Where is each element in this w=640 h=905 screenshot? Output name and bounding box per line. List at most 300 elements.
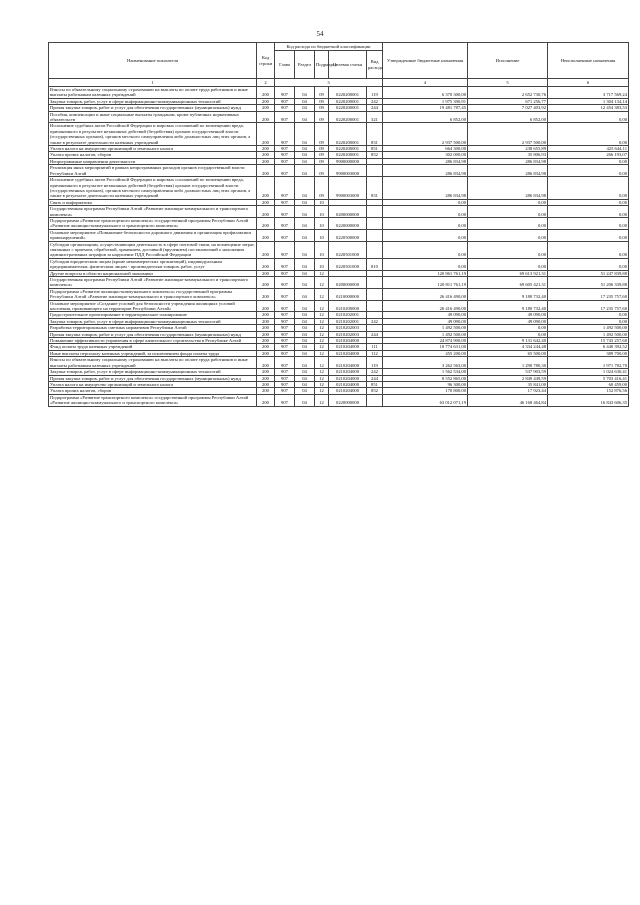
target-cell: 0210202003	[329, 325, 367, 331]
expense-type-cell: 112	[367, 350, 383, 356]
row-label: Уплата прочих налогов, сборов	[49, 388, 257, 394]
execution-amount: 65 500,00	[468, 350, 548, 356]
line-code-cell: 200	[257, 217, 275, 229]
row-label: Иные выплаты персоналу казенных учреждений, за исключением фонда оплаты труда	[49, 350, 257, 356]
target-cell: 0210204000	[329, 344, 367, 350]
header-name: Наименование показателя	[49, 43, 257, 79]
expense-type-cell	[367, 206, 383, 218]
approved-amount: 26 416 490,00	[383, 288, 468, 300]
unexecuted-amount: 425 644,11	[548, 146, 629, 152]
table-row	[49, 177, 629, 200]
execution-amount: 17 923,44	[468, 388, 548, 394]
subsection-cell: 12	[315, 288, 329, 300]
target-cell: 0210202001	[329, 318, 367, 324]
line-code-cell: 200	[257, 350, 275, 356]
row-label: Субсидии юридическим лицам (кроме некоммерческих организаций), индивидуальным предпринимателям, физическим лицам - производителям товаров, работ, услуг	[49, 258, 257, 270]
section-cell: 04	[295, 325, 315, 331]
expense-type-cell	[367, 165, 383, 177]
unexecuted-amount: 0,00	[548, 258, 629, 270]
grbs-cell: 907	[275, 111, 295, 123]
table-row	[49, 229, 629, 241]
row-label: Связь и информатика	[49, 199, 257, 205]
table-header	[49, 43, 629, 87]
subsection-cell: 12	[315, 312, 329, 318]
subsection-cell: 10	[315, 217, 329, 229]
subsection-cell: 10	[315, 258, 329, 270]
target-cell: 0200000000	[329, 206, 367, 218]
subsection-cell: 12	[315, 277, 329, 289]
grbs-cell: 907	[275, 381, 295, 387]
line-code-cell: 200	[257, 288, 275, 300]
line-code-cell: 200	[257, 241, 275, 258]
subsection-cell: 12	[315, 369, 329, 375]
unexecuted-amount: 3 717 569,24	[548, 87, 629, 99]
expense-type-cell: 851	[367, 146, 383, 152]
execution-amount: 69 613 921,31	[468, 270, 548, 276]
target-cell: 9900003000	[329, 165, 367, 177]
section-cell: 04	[295, 357, 315, 369]
subsection-cell: 09	[315, 146, 329, 152]
unexecuted-amount: 15 743 257,60	[548, 338, 629, 344]
unexecuted-amount: 0,00	[548, 111, 629, 123]
unexecuted-amount: 0,00	[548, 318, 629, 324]
grbs-cell: 907	[275, 217, 295, 229]
execution-amount: 35 841,00	[468, 381, 548, 387]
target-cell: 9900003000	[329, 177, 367, 200]
line-code-cell: 200	[257, 146, 275, 152]
section-cell: 04	[295, 206, 315, 218]
approved-amount: 302 000,00	[383, 152, 468, 158]
unexecuted-amount: 16 843 606,35	[548, 394, 629, 406]
grbs-cell: 907	[275, 158, 295, 164]
subsection-cell: 12	[315, 318, 329, 324]
expense-type-cell	[367, 229, 383, 241]
section-cell: 04	[295, 270, 315, 276]
subsection-cell: 12	[315, 344, 329, 350]
row-label: Реализация иных мероприятий в рамках непрограммных расходов органов государственной власти Республики Алтай	[49, 165, 257, 177]
approved-amount: 10 774 631,00	[383, 344, 468, 350]
unexecuted-amount: 1 492 500,00	[548, 325, 629, 331]
target-cell: 0210204000	[329, 350, 367, 356]
expense-type-cell: 242	[367, 98, 383, 104]
execution-amount: 46 168 464,84	[468, 394, 548, 406]
approved-amount: 0,00	[383, 258, 468, 270]
target-cell: 0210204000	[329, 381, 367, 387]
line-code-cell: 200	[257, 388, 275, 394]
target-cell: 0210202003	[329, 331, 367, 337]
execution-amount: 9 131 642,40	[468, 338, 548, 344]
execution-amount: 286 834,98	[468, 158, 548, 164]
line-code-cell: 200	[257, 123, 275, 146]
unexecuted-amount: 0,00	[548, 199, 629, 205]
expense-type-cell	[367, 277, 383, 289]
target-cell: 0220000000	[329, 394, 367, 406]
line-code-cell: 200	[257, 300, 275, 312]
unexecuted-amount: 6 440 392,52	[548, 344, 629, 350]
section-cell: 04	[295, 105, 315, 111]
approved-amount: 286 834,98	[383, 158, 468, 164]
grbs-cell: 907	[275, 394, 295, 406]
line-code-cell: 200	[257, 111, 275, 123]
unexecuted-amount: 0,00	[548, 217, 629, 229]
target-cell: 0210204000	[329, 375, 367, 381]
subsection-cell: 12	[315, 350, 329, 356]
subsection-cell: 12	[315, 331, 329, 337]
col-number: 4	[383, 79, 468, 87]
approved-amount: 26 416 490,00	[383, 300, 468, 312]
expense-type-cell: 244	[367, 105, 383, 111]
row-label: Повышение эффективности управления в сфере капитального строительства в Республике Алтай	[49, 338, 257, 344]
grbs-cell: 907	[275, 375, 295, 381]
line-code-cell: 200	[257, 338, 275, 344]
subsection-cell: 12	[315, 300, 329, 312]
table-row	[49, 338, 629, 344]
expense-type-cell	[367, 300, 383, 312]
header-approved: Утвержденные бюджетные назначения	[383, 43, 468, 79]
row-label: Подпрограмма «Развитие транспортного комплекса» государственной программы Республики Алтай «Развитие жилищно-коммунального и транспортного комплекса»	[49, 394, 257, 406]
section-cell: 04	[295, 344, 315, 350]
execution-amount: 9 180 732,40	[468, 300, 548, 312]
col-number: 5	[468, 79, 548, 87]
approved-amount: 3 262 563,00	[383, 357, 468, 369]
grbs-cell: 907	[275, 318, 295, 324]
table-row	[49, 394, 629, 406]
target-cell: 0210200000	[329, 300, 367, 312]
row-label: Уплата прочих налогов, сборов	[49, 152, 257, 158]
execution-amount: 2 652 730,76	[468, 87, 548, 99]
line-code-cell: 200	[257, 375, 275, 381]
header-grbs: Глава	[275, 51, 295, 79]
expense-type-cell	[367, 217, 383, 229]
subsection-cell: 09	[315, 98, 329, 104]
row-label: Закупка товаров, работ, услуг в сфере информационно-коммуникационных технологий	[49, 369, 257, 375]
row-label: Подпрограмма «Развитие транспортного комплекса» государственной программы Республики Алтай «Развитие жилищно-коммунального и транспортного комплекса»	[49, 217, 257, 229]
unexecuted-amount: 1 971 782,70	[548, 357, 629, 369]
expense-type-cell	[367, 288, 383, 300]
unexecuted-amount: 1 492 500,00	[548, 331, 629, 337]
header-line-code: Код строки	[257, 43, 275, 79]
approved-amount: 49 090,00	[383, 318, 468, 324]
target-cell: 0220200001	[329, 98, 367, 104]
target-cell: 0210204000	[329, 357, 367, 369]
table-body	[49, 87, 629, 407]
section-cell: 04	[295, 217, 315, 229]
grbs-cell: 907	[275, 123, 295, 146]
section-cell: 04	[295, 98, 315, 104]
table-row	[49, 318, 629, 324]
subsection-cell: 10	[315, 229, 329, 241]
subsection-cell: 09	[315, 158, 329, 164]
target-cell: 0210204000	[329, 369, 367, 375]
approved-amount: 1 492 500,00	[383, 331, 468, 337]
target-cell: 0200000000	[329, 277, 367, 289]
grbs-cell: 907	[275, 288, 295, 300]
table-row	[49, 165, 629, 177]
table-row	[49, 87, 629, 99]
unexecuted-amount: 0,00	[548, 165, 629, 177]
grbs-cell: 907	[275, 270, 295, 276]
unexecuted-amount: 0,00	[548, 206, 629, 218]
execution-amount: 49 090,00	[468, 312, 548, 318]
expense-type-cell	[367, 241, 383, 258]
row-label: Разработка территориальных сметных нормативов Республики Алтай	[49, 325, 257, 331]
row-label: Закупка товаров, работ, услуг в сфере информационно-коммуникационных технологий	[49, 318, 257, 324]
execution-amount: 286 834,98	[468, 165, 548, 177]
unexecuted-amount: 0,00	[548, 158, 629, 164]
row-label: Прочая закупка товаров, работ и услуг для обеспечения государственных (муниципальных) нужд	[49, 331, 257, 337]
budget-execution-table	[48, 42, 629, 407]
approved-amount: 6 370 300,00	[383, 87, 468, 99]
line-code-cell: 200	[257, 277, 275, 289]
line-code-cell: 200	[257, 98, 275, 104]
section-cell: 04	[295, 111, 315, 123]
execution-amount: 0,00	[468, 258, 548, 270]
grbs-cell: 907	[275, 165, 295, 177]
unexecuted-amount: 0,00	[548, 241, 629, 258]
section-cell: 04	[295, 152, 315, 158]
line-code-cell: 200	[257, 325, 275, 331]
section-cell: 04	[295, 312, 315, 318]
subsection-cell: 12	[315, 381, 329, 387]
subsection-cell: 12	[315, 375, 329, 381]
execution-amount: 537 903,59	[468, 369, 548, 375]
grbs-cell: 907	[275, 229, 295, 241]
section-cell: 04	[295, 158, 315, 164]
expense-type-cell: 810	[367, 258, 383, 270]
col-number: 6	[548, 79, 629, 87]
section-cell: 04	[295, 388, 315, 394]
expense-type-cell: 321	[367, 111, 383, 123]
section-cell: 04	[295, 165, 315, 177]
subsection-cell: 09	[315, 111, 329, 123]
section-cell: 04	[295, 375, 315, 381]
target-cell: 0210204000	[329, 388, 367, 394]
execution-amount: 238 655,89	[468, 146, 548, 152]
grbs-cell: 907	[275, 300, 295, 312]
unexecuted-amount: 17 235 757,60	[548, 300, 629, 312]
table-row	[49, 350, 629, 356]
expense-type-cell	[367, 394, 383, 406]
table-row	[49, 123, 629, 146]
subsection-cell: 10	[315, 199, 329, 205]
target-cell: 0220200001	[329, 87, 367, 99]
approved-amount: 1 492 500,00	[383, 325, 468, 331]
line-code-cell: 200	[257, 258, 275, 270]
subsection-cell: 12	[315, 325, 329, 331]
execution-amount: 671 256,77	[468, 98, 548, 104]
subsection-cell: 09	[315, 177, 329, 200]
target-cell: 0220500000	[329, 229, 367, 241]
subsection-cell: 10	[315, 206, 329, 218]
table-row	[49, 111, 629, 123]
grbs-cell: 907	[275, 87, 295, 99]
line-code-cell: 200	[257, 229, 275, 241]
execution-amount: 2 849 449,59	[468, 375, 548, 381]
execution-amount: 0,00	[468, 206, 548, 218]
expense-type-cell: 119	[367, 87, 383, 99]
expense-type-cell: 244	[367, 331, 383, 337]
line-code-cell: 200	[257, 381, 275, 387]
grbs-cell: 907	[275, 146, 295, 152]
row-label: Подпрограмма «Развитие жилищно-коммунального комплекса» государственной программы Республики Алтай «Развитие жилищно-коммунального и транспортного комплекса»	[49, 288, 257, 300]
unexecuted-amount: 17 235 757,60	[548, 288, 629, 300]
unexecuted-amount: 1 304 134,14	[548, 98, 629, 104]
target-cell: 0210202001	[329, 312, 367, 318]
table-row	[49, 381, 629, 387]
approved-amount: 19 481 787,45	[383, 105, 468, 111]
grbs-cell: 907	[275, 241, 295, 258]
line-code-cell: 200	[257, 165, 275, 177]
execution-amount: 2 937 500,00	[468, 123, 548, 146]
row-label: Взносы по обязательному социальному страхованию на выплаты по оплате труда работников и иные выплаты работникам казенных учреждений	[49, 87, 257, 99]
row-label: Уплата налога на имущество организаций и земельного налога	[49, 146, 257, 152]
subsection-cell: 12	[315, 338, 329, 344]
approved-amount: 120 861 761,19	[383, 270, 468, 276]
target-cell: 0220200001	[329, 123, 367, 146]
unexecuted-amount: 12 454 383,53	[548, 105, 629, 111]
expense-type-cell: 852	[367, 388, 383, 394]
target-cell: 0210000000	[329, 288, 367, 300]
expense-type-cell: 119	[367, 357, 383, 369]
approved-amount: 286 834,98	[383, 165, 468, 177]
approved-amount: 0,00	[383, 241, 468, 258]
subsection-cell: 09	[315, 105, 329, 111]
section-cell: 04	[295, 146, 315, 152]
unexecuted-amount: 0,00	[548, 123, 629, 146]
table-row	[49, 375, 629, 381]
target-cell: 9900000000	[329, 158, 367, 164]
grbs-cell: 907	[275, 325, 295, 331]
table-row	[49, 312, 629, 318]
execution-amount: 35 806,93	[468, 152, 548, 158]
unexecuted-amount: 51 206 339,88	[548, 277, 629, 289]
unexecuted-amount: 1 024 630,41	[548, 369, 629, 375]
grbs-cell: 907	[275, 357, 295, 369]
row-label: Основное мероприятие «Создание условий для безопасности учреждения жилищных условий населения, проживающего на территории Республики Алтай»	[49, 300, 257, 312]
target-cell: 0220501000	[329, 258, 367, 270]
line-code-cell: 200	[257, 394, 275, 406]
section-cell: 04	[295, 394, 315, 406]
row-label: Основное мероприятие «Повышение безопасности дорожного движения и организация профилактики правонарушений»	[49, 229, 257, 241]
execution-amount: 4 334 244,48	[468, 344, 548, 350]
approved-amount: 2 937 500,00	[383, 123, 468, 146]
subsection-cell: 12	[315, 357, 329, 369]
execution-amount: 1 290 780,30	[468, 357, 548, 369]
approved-amount: 96 300,00	[383, 381, 468, 387]
row-label: Уплата налога на имущество организаций и земельного налога	[49, 381, 257, 387]
unexecuted-amount: 389 700,00	[548, 350, 629, 356]
execution-amount: 0,00	[468, 229, 548, 241]
line-code-cell: 200	[257, 87, 275, 99]
header-expense-type: Вид расхода	[367, 51, 383, 79]
approved-amount: 286 834,98	[383, 177, 468, 200]
header-budget-class-code: Код расхода по бюджетной классификации	[275, 43, 383, 51]
row-label: Государственная программа Республики Алтай «Развитие жилищно-коммунального и транспортного комплекса»	[49, 277, 257, 289]
row-label: Прочая закупка товаров, работ и услуг для обеспечения государственных (муниципальных) нужд	[49, 105, 257, 111]
row-label: Непрограммные направления деятельности	[49, 158, 257, 164]
expense-type-cell: 242	[367, 369, 383, 375]
row-label: Прочая закупка товаров, работ и услуг для обеспечения государственных (муниципальных) нужд	[49, 375, 257, 381]
row-label: Исполнение судебных актов Российской Федерации и мировых соглашений по возмещению вреда, причиненного в результате незаконных действий (бездействия) органов государственной власти (государственных органов), органов местного самоуправления либо должностных лиц этих органов, а также в результате деятельности казенных учреждений	[49, 177, 257, 200]
line-code-cell: 200	[257, 199, 275, 205]
expense-type-cell: 852	[367, 152, 383, 158]
section-cell: 04	[295, 87, 315, 99]
target-cell: 0220501000	[329, 241, 367, 258]
execution-amount: 9 180 732,40	[468, 288, 548, 300]
unexecuted-amount: 0,00	[548, 312, 629, 318]
unexecuted-amount: 152 876,56	[548, 388, 629, 394]
table-row	[49, 258, 629, 270]
col-number: 1	[49, 79, 257, 87]
table-row	[49, 357, 629, 369]
line-code-cell: 200	[257, 318, 275, 324]
approved-amount: 0,00	[383, 229, 468, 241]
approved-amount: 63 012 071,19	[383, 394, 468, 406]
section-cell: 04	[295, 381, 315, 387]
col-number: 2	[257, 79, 275, 87]
approved-amount: 8 552 865,00	[383, 375, 468, 381]
grbs-cell: 907	[275, 152, 295, 158]
table-row	[49, 331, 629, 337]
section-cell: 04	[295, 177, 315, 200]
grbs-cell: 907	[275, 369, 295, 375]
row-label: Взносы по обязательному социальному страхованию на выплаты по оплате труда работников и иные выплаты работникам казенных учреждений	[49, 357, 257, 369]
section-cell: 04	[295, 123, 315, 146]
subsection-cell: 12	[315, 394, 329, 406]
target-cell: 0210204000	[329, 338, 367, 344]
row-label: Фонд оплаты труда казенных учреждений	[49, 344, 257, 350]
table-row	[49, 146, 629, 152]
line-code-cell: 200	[257, 206, 275, 218]
expense-type-cell: 242	[367, 318, 383, 324]
row-label: Градостроительное проектирование в территориальное планирование	[49, 312, 257, 318]
expense-type-cell: 831	[367, 123, 383, 146]
grbs-cell: 907	[275, 312, 295, 318]
header-unexecuted: Неисполненные назначения	[548, 43, 629, 79]
line-code-cell: 200	[257, 105, 275, 111]
execution-amount: 0,00	[468, 325, 548, 331]
table-row	[49, 369, 629, 375]
table-row	[49, 300, 629, 312]
unexecuted-amount: 5 703 416,41	[548, 375, 629, 381]
approved-amount: 24 874 900,00	[383, 338, 468, 344]
row-label: Другие вопросы в области национальной экономики	[49, 270, 257, 276]
line-code-cell: 200	[257, 177, 275, 200]
line-code-cell: 200	[257, 357, 275, 369]
approved-amount: 664 300,00	[383, 146, 468, 152]
table-row	[49, 325, 629, 331]
execution-amount: 0,00	[468, 217, 548, 229]
grbs-cell: 907	[275, 199, 295, 205]
line-code-cell: 200	[257, 369, 275, 375]
section-cell: 04	[295, 288, 315, 300]
unexecuted-amount: 51 247 839,88	[548, 270, 629, 276]
approved-amount: 120 811 761,19	[383, 277, 468, 289]
header-target: Целевая статья	[329, 51, 367, 79]
expense-type-cell: 111	[367, 344, 383, 350]
section-cell: 04	[295, 277, 315, 289]
table-row	[49, 288, 629, 300]
grbs-cell: 907	[275, 338, 295, 344]
table-row	[49, 217, 629, 229]
section-cell: 04	[295, 199, 315, 205]
subsection-cell: 12	[315, 388, 329, 394]
section-cell: 04	[295, 229, 315, 241]
section-cell: 04	[295, 350, 315, 356]
section-cell: 04	[295, 331, 315, 337]
header-subsection: Подраздел	[315, 51, 329, 79]
section-cell: 04	[295, 318, 315, 324]
